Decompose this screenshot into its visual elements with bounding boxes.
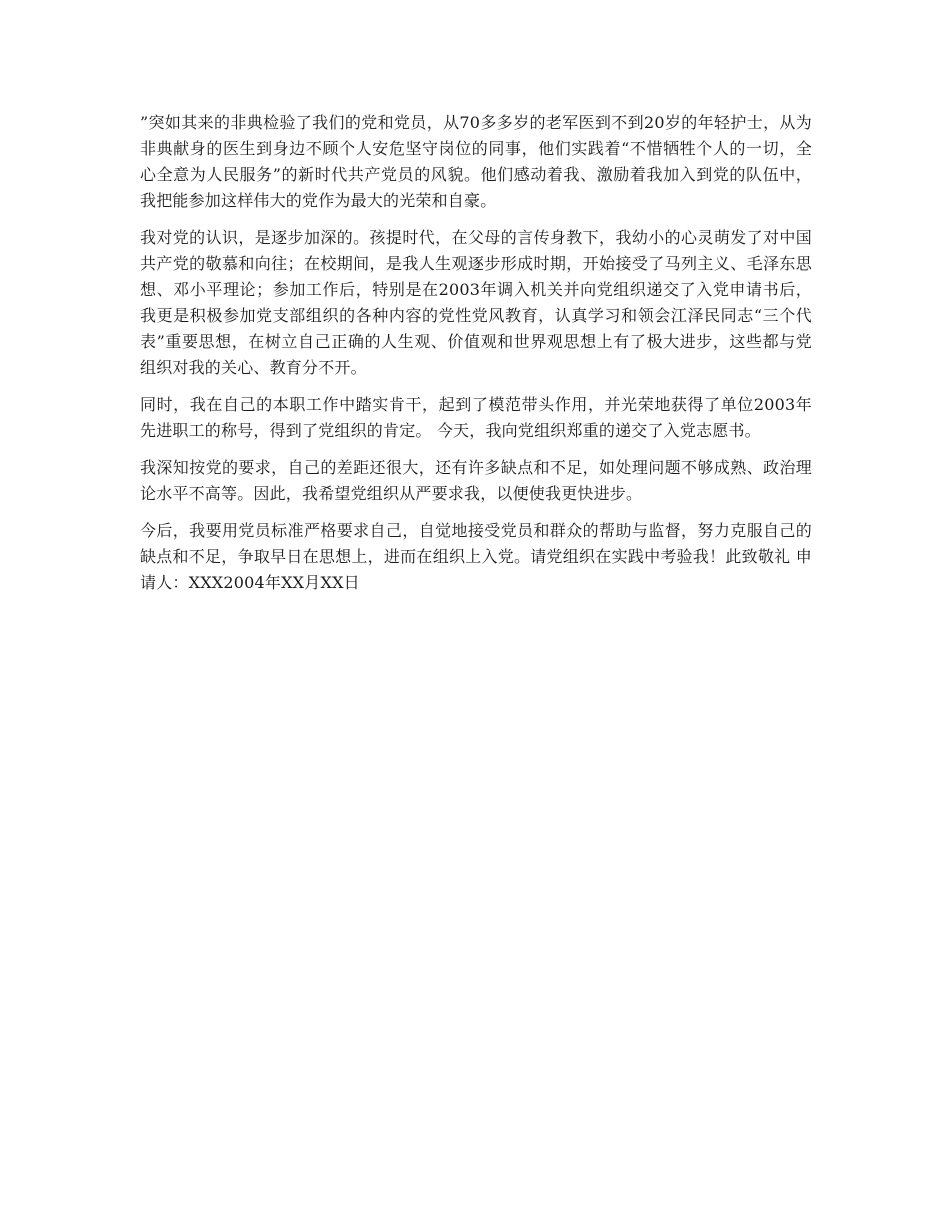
paragraph-1: ”突如其来的非典检验了我们的党和党员，从70多多岁的老军医到不到20岁的年轻护士，从为非典献身的医生到身边不顾个人安危坚守岗位的同事，他们实践着“不惜牺牲个人的一切，全心全意为人民服务”的新时代共产党员的风貌。他们感动着我、激励着我加入到党的队伍中，我把能参加这样伟大的党作为最大的光荣和自豪。 bbox=[140, 113, 812, 210]
paragraph-4: 我深知按党的要求，自己的差距还很大，还有许多缺点和不足，如处理问题不够成熟、政治理论水平不高等。因此，我希望党组织从严要求我，以便使我更快进步。 bbox=[140, 458, 812, 503]
paragraph-2: 我对党的认识，是逐步加深的。孩提时代，在父母的言传身教下，我幼小的心灵萌发了对中国共产党的敬慕和向往；在校期间，是我人生观逐步形成时期，开始接受了马列主义、毛泽东思想、邓小平理论；参加工作后，特别是在2003年调入机关并向党组织递交了入党申请书后，我更是积极参加党支部组织的各种内容的党性党风教育，认真学习和领会江泽民同志“三个代表”重要思想，在树立自己正确的人生观、价值观和世界观思想上有了极大进步，这些都与党组织对我的关心、教育分不开。 bbox=[140, 228, 812, 377]
paragraph-5: 今后，我要用党员标准严格要求自己，自觉地接受党员和群众的帮助与监督，努力克服自己的缺点和不足，争取早日在思想上，进而在组织上入党。请党组织在实践中考验我！此致敬礼 申请人：XXX2004年XX月XX日 bbox=[140, 521, 812, 592]
document-page bbox=[140, 110, 812, 607]
paragraph-3: 同时，我在自己的本职工作中踏实肯干，起到了模范带头作用，并光荣地获得了单位2003年先进职工的称号，得到了党组织的肯定。 今天，我向党组织郑重的递交了入党志愿书。 bbox=[140, 395, 812, 440]
